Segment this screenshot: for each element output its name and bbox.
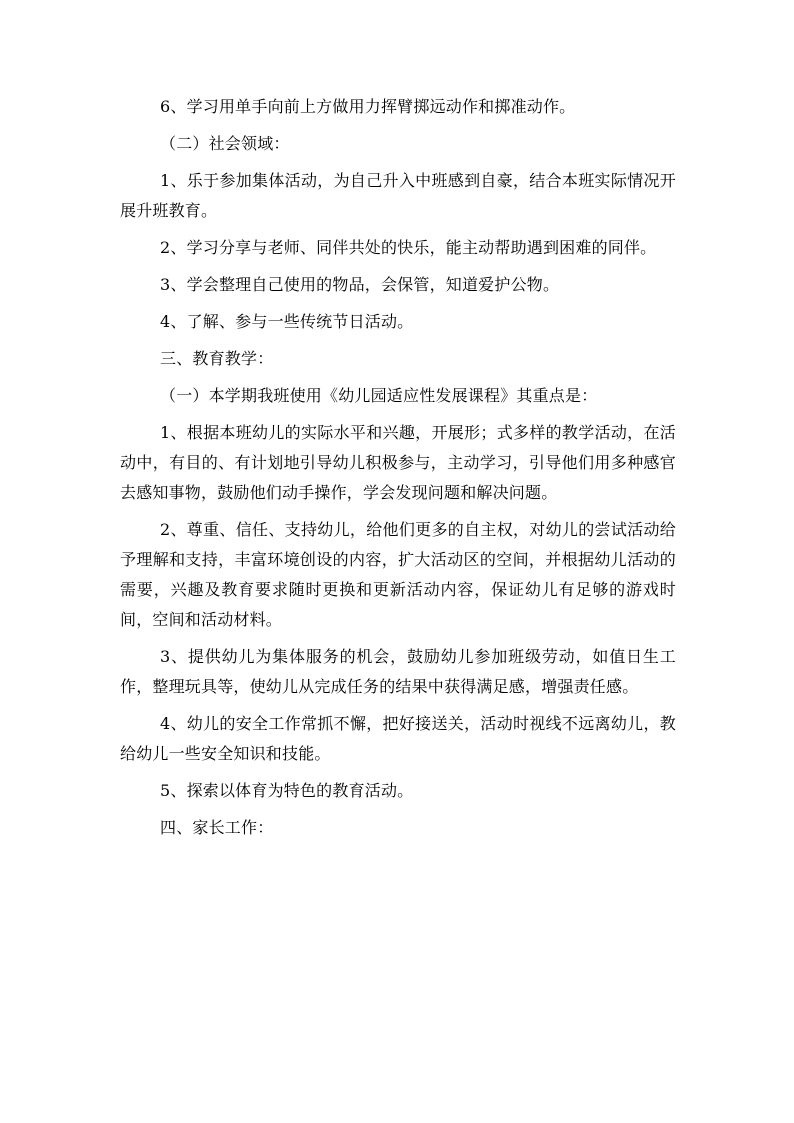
paragraph-item-4-safety: 4、幼儿的安全工作常抓不懈，把好接送关，活动时视线不远离幼儿，教给幼儿一些安全知识和技能。: [120, 714, 676, 763]
section-heading-parents: 四、家长工作：: [160, 818, 274, 837]
paragraph-item-6-throwing: 6、学习用单手向前上方做用力挥臂掷远动作和掷准动作。: [160, 97, 576, 116]
paragraph-item-1-activities: 1、根据本班幼儿的实际水平和兴趣，开展形；式多样的教学活动，在活动中，有目的、有计划地引导幼儿积极参与，主动学习，引导他们用多种感官去感知事物，鼓励他们动手操作，学会发现问题和解决问题。: [120, 423, 676, 502]
paragraph-item-2-respect: 2、尊重、信任、支持幼儿，给他们更多的自主权，对幼儿的尝试活动给予理解和支持，丰富环境创设的内容，扩大活动区的空间，并根据幼儿活动的需要，兴趣及教育要求随时更换和更新活动内容，保证幼儿有足够的游戏时间，空间和活动材料。: [120, 520, 676, 629]
document-body: [120, 92, 676, 850]
section-heading-teaching: 三、教育教学：: [160, 349, 274, 368]
paragraph-item-3-service: 3、提供幼儿为集体服务的机会，鼓励幼儿参加班级劳动，如值日生工作，整理玩具等，使幼儿从完成任务的结果中获得满足感，增强责任感。: [120, 647, 676, 696]
paragraph-item-1-collective: 1、乐于参加集体活动，为自己升入中班感到自豪，结合本班实际情况开展升班教育。: [120, 171, 676, 220]
paragraph-item-3-tidying: 3、学会整理自己使用的物品，会保管，知道爱护公物。: [160, 275, 560, 294]
paragraph-item-5-sports: 5、探索以体育为特色的教育活动。: [160, 781, 414, 800]
section-heading-social: （二）社会领域：: [160, 134, 290, 153]
subsection-heading-curriculum: （一）本学期我班使用《幼儿园适应性发展课程》其重点是：: [160, 386, 598, 405]
paragraph-item-4-festivals: 4、了解、参与一些传统节日活动。: [160, 312, 414, 331]
paragraph-item-2-sharing: 2、学习分享与老师、同伴共处的快乐，能主动帮助遇到困难的同伴。: [160, 238, 657, 257]
